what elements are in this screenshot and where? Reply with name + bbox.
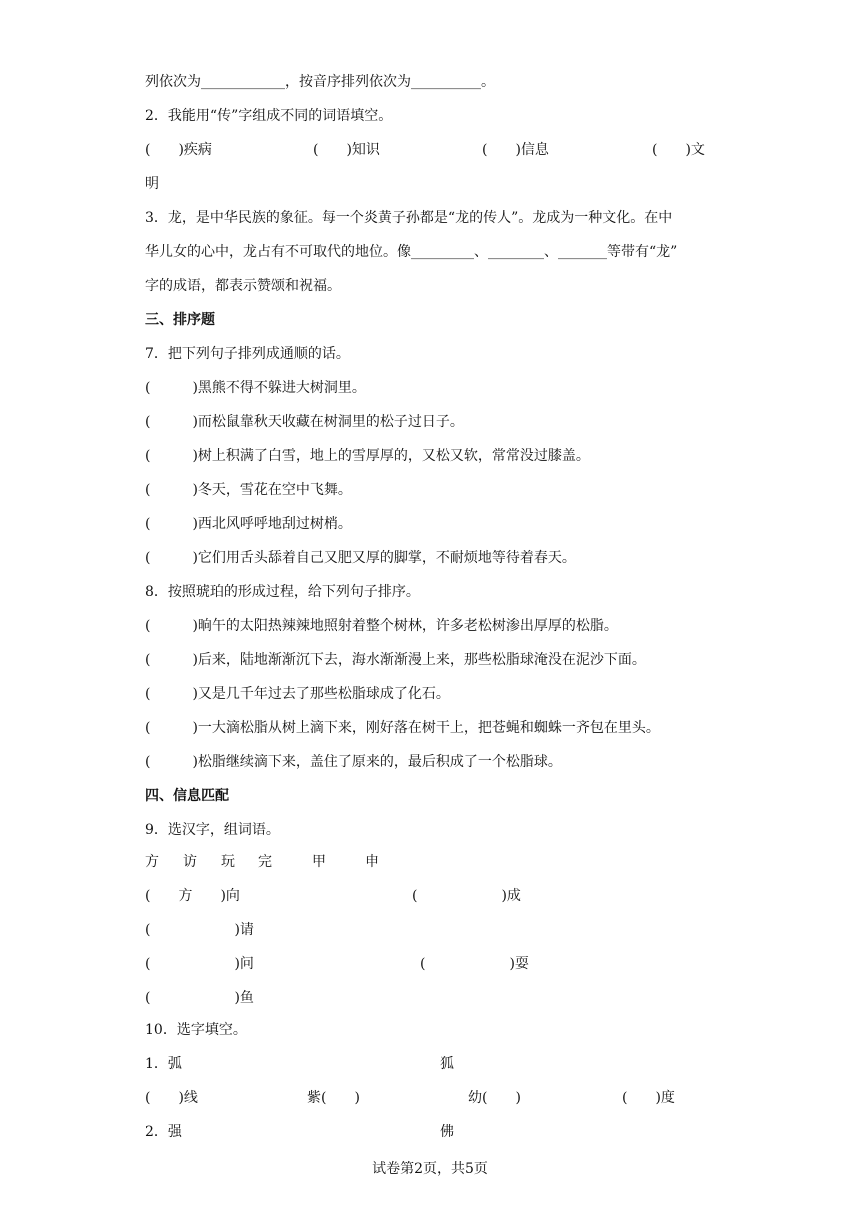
q9-char: 完 [258, 854, 272, 870]
q2-blank-3: ( )信息 [482, 142, 549, 158]
q9-row-left: ( )鱼 [145, 990, 254, 1006]
question-7: 7．把下列句子排列成通顺的话。 [145, 346, 350, 362]
question-2: 2．我能用“传”字组成不同的词语填空。 [145, 108, 393, 124]
section-3-heading: 三、排序题 [145, 312, 215, 328]
q2-blank-2: ( )知识 [313, 142, 380, 158]
q7-item: ( )西北风呼呼地刮过树梢。 [145, 516, 352, 532]
page-footer: 试卷第2页，共5页 [372, 1161, 488, 1177]
q8-item: ( )一大滴松脂从树上滴下来，刚好落在树干上，把苍蝇和蜘蛛一齐包在里头。 [145, 720, 660, 736]
q9-char: 方 [145, 854, 159, 870]
q9-row-right: ( )成 [412, 888, 521, 904]
q10-blank: ( )线 [145, 1090, 198, 1106]
q10-2-right: 佛 [440, 1124, 454, 1140]
q9-char: 访 [183, 854, 197, 870]
text-line: 列依次为____________，按音序排列依次为__________。 [145, 74, 495, 90]
q7-item: ( )冬天，雪花在空中飞舞。 [145, 482, 352, 498]
q10-1-right: 狐 [440, 1056, 454, 1072]
question-10: 10．选字填空。 [145, 1022, 247, 1038]
question-9: 9．选汉字，组词语。 [145, 822, 280, 838]
q8-item: ( )晌午的太阳热辣辣地照射着整个树林，许多老松树渗出厚厚的松脂。 [145, 618, 618, 634]
q7-item: ( )黑熊不得不躲进大树洞里。 [145, 380, 366, 396]
q8-item: ( )松脂继续滴下来，盖住了原来的，最后积成了一个松脂球。 [145, 754, 562, 770]
q10-1-label: 1．弧 [145, 1056, 182, 1072]
q10-blank: ( )度 [622, 1090, 675, 1106]
q2-blank-4: ( )文 [652, 142, 705, 158]
question-3-line-3: 字的成语，都表示赞颂和祝福。 [145, 278, 341, 294]
q8-item: ( )后来，陆地渐渐沉下去，海水渐渐漫上来，那些松脂球淹没在泥沙下面。 [145, 652, 646, 668]
q9-char: 甲 [312, 854, 326, 870]
q9-row-left: ( )请 [145, 922, 254, 938]
section-4-heading: 四、信息匹配 [145, 788, 229, 804]
q2-blank-1: ( )疾病 [145, 142, 212, 158]
q9-char: 申 [365, 854, 379, 870]
q7-item: ( )而松鼠靠秋天收藏在树洞里的松子过日子。 [145, 414, 464, 430]
q10-2-label: 2．强 [145, 1124, 182, 1140]
q10-blank: 幼( ) [468, 1090, 521, 1106]
question-3-line-2: 华儿女的心中，龙占有不可取代的地位。像_________、________、_______等带有“龙” [145, 244, 678, 260]
q10-blank: 紫( ) [307, 1090, 360, 1106]
q9-char: 玩 [221, 854, 235, 870]
q9-row-right: ( )耍 [420, 956, 529, 972]
q7-item: ( )它们用舌头舔着自己又肥又厚的脚掌，不耐烦地等待着春天。 [145, 550, 576, 566]
q7-item: ( )树上积满了白雪，地上的雪厚厚的，又松又软，常常没过膝盖。 [145, 448, 590, 464]
q2-tail: 明 [145, 176, 159, 192]
q9-row-left: ( )问 [145, 956, 254, 972]
question-3-line-1: 3．龙，是中华民族的象征。每一个炎黄子孙都是“龙的传人”。龙成为一种文化。在中 [145, 210, 673, 226]
q8-item: ( )又是几千年过去了那些松脂球成了化石。 [145, 686, 450, 702]
q9-row-left: ( 方 )向 [145, 888, 240, 904]
question-8: 8．按照琥珀的形成过程，给下列句子排序。 [145, 584, 420, 600]
